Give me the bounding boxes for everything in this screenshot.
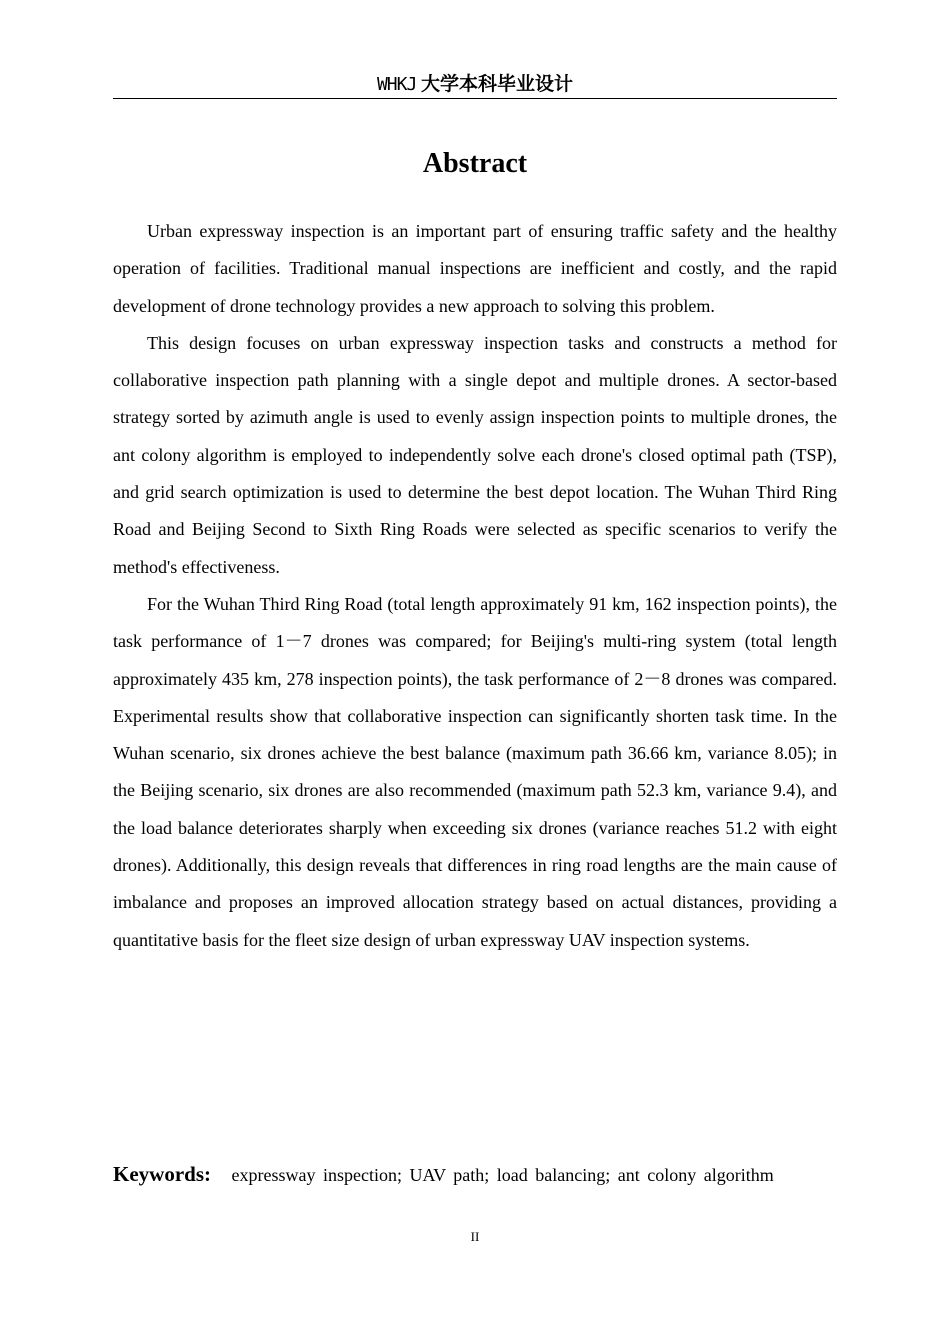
keywords-label: Keywords: bbox=[113, 1162, 211, 1186]
page-number: II bbox=[470, 1229, 480, 1244]
abstract-paragraph-3: For the Wuhan Third Ring Road (total length approximately 91 km, 162 inspection points), the task performance of 1－7 drones was compared; for Beijing's multi-ring system (total length approximately 435 km, 278 inspection points), the task performance of 2－8 drones was compared. Experimental results show that collaborative inspection can significantly shorten task time. In the Wuhan scenario, six drones achieve the best balance (maximum path 36.66 km, variance 8.05); in the Beijing scenario, six drones are also recommended (maximum path 52.3 km, variance 9.4), and the load balance deteriorates sharply when exceeding six drones (variance reaches 51.2 with eight drones). Additionally, this design reveals that differences in ring road lengths are the main cause of imbalance and proposes an improved allocation strategy based on actual distances, providing a quantitative basis for the fleet size design of urban expressway UAV inspection systems. bbox=[113, 593, 837, 950]
keywords-line bbox=[113, 1156, 837, 1193]
header-latin-text: WHKJ bbox=[376, 74, 417, 95]
running-header bbox=[113, 70, 837, 99]
keywords-text: expressway inspection; UAV path; load balancing; ant colony algorithm bbox=[231, 1165, 774, 1185]
abstract-body bbox=[113, 213, 837, 959]
abstract-paragraph-1: Urban expressway inspection is an important part of ensuring traffic safety and the healthy operation of facilities. Traditional manual inspections are inefficient and costly, and the rapid development of drone technology provides a new approach to solving this problem. bbox=[113, 221, 837, 316]
header-cjk-text: 大学本科毕业设计 bbox=[421, 73, 574, 95]
abstract-title: Abstract bbox=[422, 148, 528, 179]
abstract-paragraph-2: This design focuses on urban expressway inspection tasks and constructs a method for collaborative inspection path planning with a single depot and multiple drones. A sector-based strategy sorted by azimuth angle is used to evenly assign inspection points to multiple drones, the ant colony algorithm is employed to independently solve each drone's closed optimal path (TSP), and grid search optimization is used to determine the best depot location. The Wuhan Third Ring Road and Beijing Second to Sixth Ring Roads were selected as specific scenarios to verify the method's effectiveness. bbox=[113, 332, 837, 577]
